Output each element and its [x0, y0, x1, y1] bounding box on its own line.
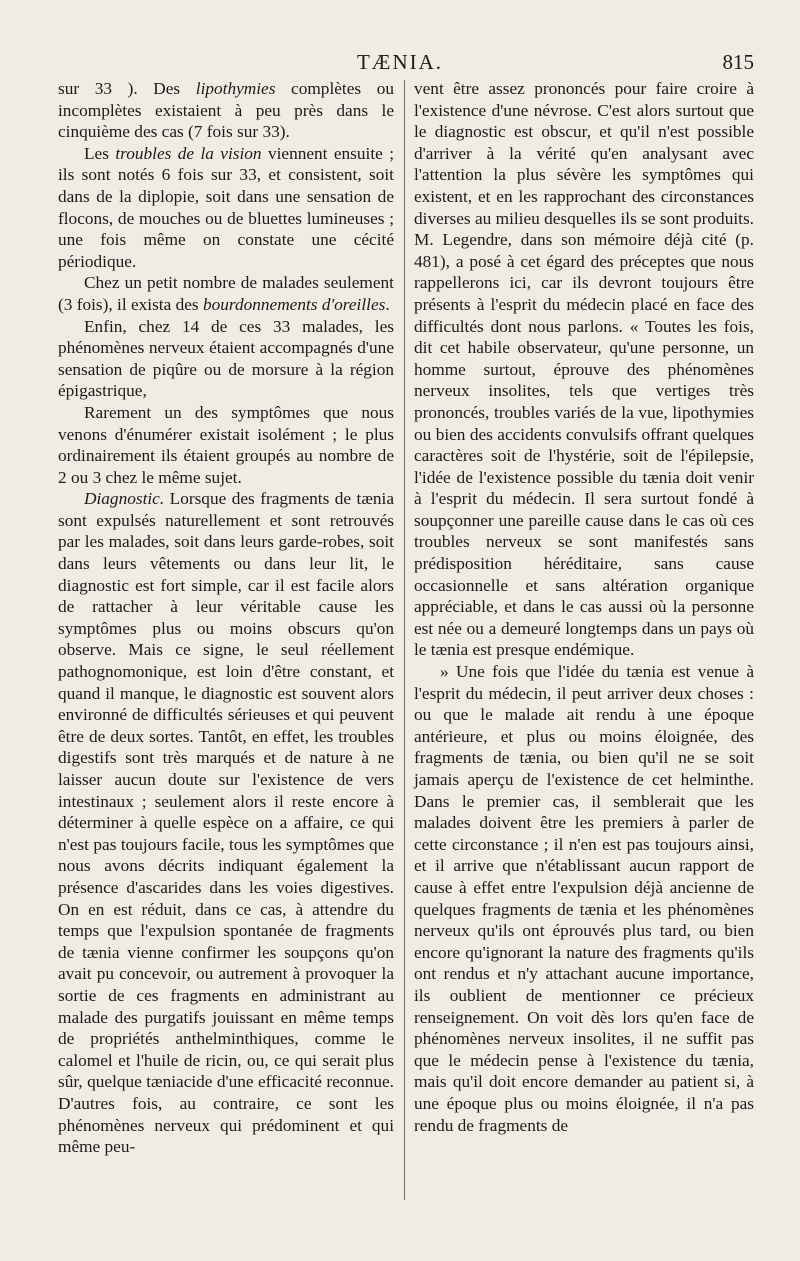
paragraph-diagnostic — [58, 488, 394, 1157]
paragraph-vision — [58, 143, 394, 273]
text-run: Lorsque des fragments de tænia sont expulsés naturellement et sont retrouvés par les malades, soit dans leurs garde-robes, soit dans leurs vêtements ou dans leur lit, le diagnostic est fort simple, car il est facile alors de rattacher à leur véritable cause les symptômes plus ou moins obscurs qu'on observe. Mais ce signe, le seul réellement pathognomonique, est loin d'être constant, et quand il manque, le diagnostic est souvent alors environné de difficultés sérieuses et qui peuvent être de deux sortes. Tantôt, en effet, les troubles digestifs sont très marqués et de nature à ne laisser aucun doute sur l'existence de vers intestinaux ; seulement alors il reste encore à déterminer à quelle espèce on a affaire, ce qui n'est pas toujours facile, tous les symptômes que nous avons décrits indiquant également la présence d'ascarides dans les voies digestives. On en est réduit, dans ce cas, à attendre du temps que l'expulsion spontanée de fragments de tænia vienne confirmer les soupçons qu'on avait pu concevoir, ou autrement à provoquer la sortie de ces fragments en administrant au malade des purgatifs jouissant en même temps de propriétés anthelminthiques, comme le calomel et l'huile de ricin, ou, ce qui serait plus sûr, quelque tæniacide d'une efficacité reconnue. D'autres fois, au contraire, ce sont les phénomènes nerveux qui prédominent et qui même peu- — [58, 489, 394, 1157]
text-run: sur 33 ). Des — [58, 79, 196, 98]
paragraph-continuation — [414, 78, 754, 661]
text-run: Rarement un des symptômes que nous venons d'énumérer existait isolément ; le plus ordinairement ils étaient groupés au nombre de 2 ou 3 chez le même sujet. — [58, 402, 394, 487]
italic-text: Diagnostic. — [84, 489, 165, 509]
page-header — [0, 50, 800, 78]
paragraph — [58, 78, 394, 143]
paragraph-quotation — [414, 661, 754, 1136]
paragraph-groupes — [58, 402, 394, 488]
text-run: » Une fois que l'idée du tænia est venue à l'esprit du médecin, il peut arriver deux choses : ou que le malade ait rendu à une époque antérieure, et plus ou moins éloignée, des fragments de tænia, ou bien qu'il ne se soit jamais aperçu de l'existence de cet helminthe. Dans le premier cas, il semblerait que les malades doivent être les premiers à parler de cette circonstance ; il n'en est pas toujours ainsi, et il arrive que n'établissant aucun rapport de cause à effet entre l'expulsion déjà ancienne de quelques fragments de tænia et les phénomènes nerveux qu'ils ont éprouvés plus tard, ou bien encore qu'ignorant la nature des fragments qu'ils ont rendus et n'y attachant aucune importance, ils oublient de mentionner ce précieux renseignement. On voit dès lors qu'en face de phénomènes nerveux insolites, il ne suffit pas que le médecin pense à l'existence du tænia, mais qu'il doit encore demander au patient si, à une époque plus ou moins éloignée, il n'a pas rendu de fragments de — [414, 662, 754, 1135]
column-divider — [404, 80, 405, 1200]
right-column — [414, 78, 754, 1208]
italic-text: bourdonnements d'oreilles — [202, 294, 386, 314]
text-run: Enfin, chez 14 de ces 33 malades, les phénomènes nerveux étaient accompagnés d'une sensation de piqûre ou de morsure à la région épigastrique, — [58, 316, 394, 401]
page-number: 815 — [722, 50, 754, 74]
text-run: vent être assez prononcés pour faire croire à l'existence d'une névrose. C'est alors surtout que le diagnostic est obscur, et qu'il n'est possible d'arriver à la vérité qu'en analysant avec l'attention la plus sévère les symptômes qui existent, et en les rapprochant des circonstances diverses au milieu desquelles ils se sont produits. M. Legendre, dans son mémoire déjà cité (p. 481), a posé à cet égard des préceptes que nous rappellerons ici, car ils devront toujours être présents à l'esprit du médecin placé en face des difficultés dont nous parlons. « Toutes les fois, dit cet habile observateur, qu'une personne, un homme surtout, éprouve des phénomènes nerveux insolites, tels que vertiges très prononcés, troubles variés de la vue, lipothymies ou bien des accidents convulsifs offrant quelques caractères soit de l'hystérie, soit de l'épilepsie, l'idée de l'existence possible du tænia doit venir à l'esprit du médecin. Il sera surtout fondé à soupçonner une pareille cause dans le cas où ces troubles nerveux se sont manifestés sans prédisposition héréditaire, sans cause occasionnelle et sans altération organique appréciable, et dans le cas aussi où la personne est née ou a demeuré longtemps dans un pays où le tænia est presque endémique. — [414, 79, 754, 660]
italic-text: lipothymies — [195, 79, 276, 98]
paragraph-bourdonnements — [58, 272, 394, 315]
text-run: Chez un petit nombre de malades seulement (3 fois), il exista des — [58, 273, 394, 314]
left-column — [58, 78, 394, 1208]
text-run: viennent ensuite ; ils sont notés 6 fois sur 33, et consistent, soit dans de la diplopie, soit dans une sensation de flocons, de mouches ou de bluettes lumineuses ; une fois même on constate une cécité périodique. — [58, 143, 394, 271]
text-run: complètes ou incomplètes existaient à peu près dans le cinquième des cas (7 fois sur 33). — [58, 79, 394, 142]
text-run: Les — [84, 143, 116, 163]
italic-text: troubles de la vision — [115, 143, 262, 163]
text-run: . — [385, 294, 390, 314]
paragraph-epigastrique — [58, 316, 394, 402]
running-title: TÆNIA. — [356, 50, 444, 74]
